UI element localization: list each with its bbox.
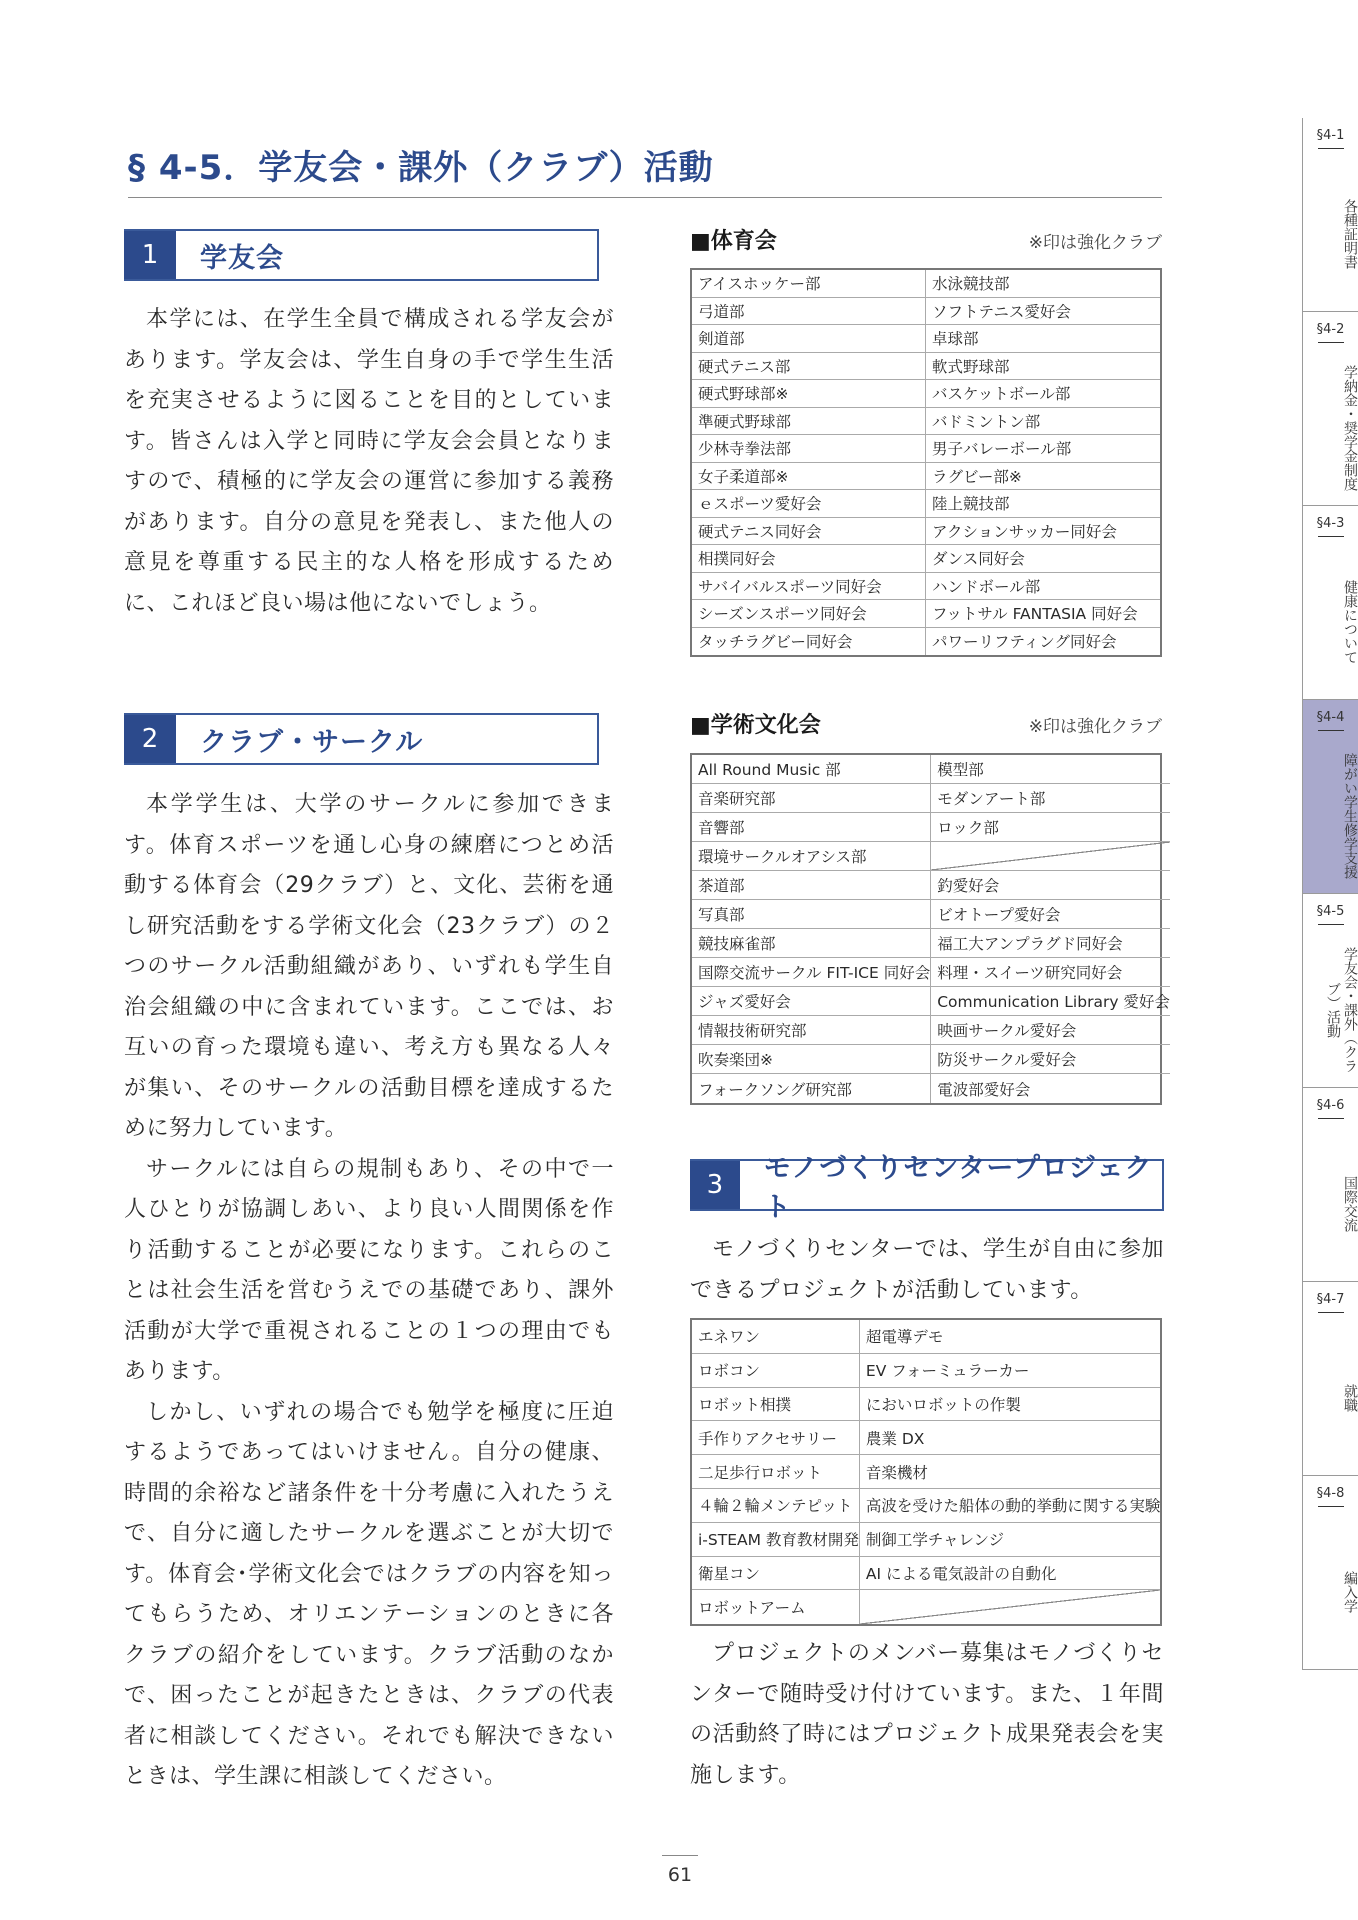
table-cell: ｅスポーツ愛好会 [692, 490, 926, 518]
table-cell: ハンドボール部 [926, 573, 1160, 601]
section-3-outro [690, 1634, 1164, 1796]
table-cell: All Round Music 部 [692, 755, 931, 784]
index-tab-label: 就職 [1342, 1384, 1358, 1412]
table-cell: ラグビー部※ [926, 463, 1160, 491]
culture-table-header [690, 708, 1162, 739]
index-tab-label: 各種証明書 [1342, 199, 1358, 269]
index-tab-label: 学納金・奨学金制度 [1342, 365, 1358, 491]
paragraph: プロジェクトのメンバー募集はモノづくりセンターで随時受け付けています。また、１年間の活動終了時にはプロジェクト成果発表会を実施します。 [690, 1641, 1164, 1788]
table-cell: エネワン [692, 1320, 860, 1354]
table-cell: 陸上競技部 [926, 490, 1160, 518]
section-1-body [124, 300, 614, 624]
section-1-title: 学友会 [200, 242, 284, 274]
table-cell: 音楽機材 [860, 1455, 1161, 1489]
table-cell: 制御工学チャレンジ [860, 1523, 1161, 1557]
index-tab-4[interactable] [1302, 700, 1358, 894]
table-cell: アイスホッケー部 [692, 270, 926, 298]
culture-table-note: ※印は強化クラブ [1028, 717, 1162, 737]
table-cell: バスケットボール部 [926, 380, 1160, 408]
section-3-title: モノづくりセンタープロジェクト [763, 1153, 1153, 1223]
table-cell: 写真部 [692, 900, 931, 929]
section-2-number: 2 [124, 715, 176, 763]
table-cell: パワーリフティング同好会 [932, 633, 1117, 652]
index-tab-code: §4-8 [1303, 1486, 1358, 1507]
table-cell: 手作りアクセサリー [692, 1421, 860, 1455]
table-cell: においロボットの作製 [860, 1388, 1161, 1422]
index-tab-code: §4-6 [1303, 1098, 1358, 1119]
index-tab-code: §4-4 [1303, 710, 1358, 731]
index-tab-2[interactable] [1302, 312, 1358, 506]
index-tab-3[interactable] [1302, 506, 1358, 700]
table-cell: 軟式野球部 [926, 353, 1160, 381]
sports-table-header [690, 224, 1162, 255]
table-cell: 釣愛好会 [931, 871, 1170, 900]
table-cell: 音響部 [692, 813, 931, 842]
table-cell-empty [931, 842, 1170, 871]
table-cell: フォークソング研究部 [692, 1074, 931, 1103]
table-cell: 高波を受けた船体の動的挙動に関する実験 [860, 1489, 1161, 1523]
table-cell: モダンアート部 [931, 784, 1170, 813]
table-cell: ロック部 [931, 813, 1170, 842]
section-3-number: 3 [690, 1161, 740, 1209]
index-tab-label: 健康について [1342, 580, 1358, 664]
table-cell: サバイバルスポーツ同好会 [692, 573, 926, 601]
table-cell: ロボット相撲 [692, 1388, 860, 1422]
table-cell: AI による電気設計の自動化 [860, 1557, 1161, 1591]
table-cell: 電波部愛好会 [937, 1080, 1031, 1099]
table-cell: 情報技術研究部 [692, 1016, 931, 1045]
table-cell: フットサル FANTASIA 同好会 [926, 600, 1160, 628]
culture-table-title: ■学術文化会 [690, 713, 821, 738]
table-cell: 相撲同好会 [692, 545, 926, 573]
paragraph: 本学には、在学生全員で構成される学友会があります。学友会は、学生自身の手で学生生活を充実させるように図ることを目的としています。皆さんは入学と同時に学友会会員となりますので、積極的に学友会の運営に参加する義務があります。自分の意見を発表し、また他人の意見を尊重する民主的な人格を形成するために、これほど良い場は他にないでしょう。 [124, 307, 614, 616]
paragraph: 本学学生は、大学のサークルに参加できます。体育スポーツを通し心身の練磨につとめ活動する体育会（29クラブ）と、文化、芸術を通し研究活動をする学術文化会（23クラブ）の２つのサークル活動組織があり、いずれも学生自治会組織の中に含まれています。ここでは、お互いの育った環境も違い、考え方も異なる人々が集い、そのサークルの活動目標を達成するために努力しています。 [124, 792, 614, 1141]
chapter-index-tabs [1302, 118, 1358, 1670]
project-table [690, 1318, 1162, 1626]
index-tab-code: §4-5 [1303, 904, 1358, 925]
table-cell: 防災サークル愛好会 [931, 1045, 1170, 1074]
table-cell: 吹奏楽団※ [692, 1045, 931, 1074]
table-cell: 剣道部 [692, 325, 926, 353]
section-1-number: 1 [124, 231, 176, 279]
table-cell: 弓道部 [692, 298, 926, 326]
index-tab-label: 学友会・課外（クラブ）活動 [1325, 947, 1358, 1073]
sports-club-table [690, 268, 1162, 657]
index-tab-label: 編入学 [1342, 1571, 1358, 1613]
index-tab-code: §4-2 [1303, 322, 1358, 343]
table-cell: 少林寺拳法部 [692, 435, 926, 463]
index-tab-5[interactable] [1302, 894, 1358, 1088]
index-tab-label: 国際交流 [1342, 1176, 1358, 1232]
table-cell: 女子柔道部※ [692, 463, 926, 491]
table-cell: ビオトープ愛好会 [931, 900, 1170, 929]
table-cell: i-STEAM 教育教材開発 [692, 1523, 860, 1557]
index-tab-6[interactable] [1302, 1088, 1358, 1282]
paragraph: モノづくりセンターでは、学生が自由に参加できるプロジェクトが活動しています。 [690, 1237, 1164, 1303]
table-cell: アクションサッカー同好会 [926, 518, 1160, 546]
table-cell: 農業 DX [860, 1421, 1161, 1455]
sports-table-note: ※印は強化クラブ [1028, 233, 1162, 253]
table-cell: バドミントン部 [926, 408, 1160, 436]
page-title: § 4-5．学友会・課外（クラブ）活動 [128, 140, 1162, 198]
section-3-header [690, 1153, 1164, 1223]
table-cell: 卓球部 [926, 325, 1160, 353]
table-cell: ダンス同好会 [926, 545, 1160, 573]
table-cell: 茶道部 [692, 871, 931, 900]
table-cell: シーズンスポーツ同好会 [692, 600, 926, 628]
table-cell: 国際交流サークル FIT-ICE 同好会 [692, 958, 931, 987]
table-cell: 二足歩行ロボット [692, 1455, 860, 1489]
paragraph: しかし、いずれの場合でも勉学を極度に圧迫するようであってはいけません。自分の健康、時間的余裕など諸条件を十分考慮に入れたうえで、自分に適したサークルを選ぶことが大切です。体育会･学術文化会ではクラブの内容を知ってもらうため、オリエンテーションのときに各クラブの紹介をしています。クラブ活動のなかで、困ったことが起きたときは、クラブの代表者に相談してください。それでも解決できないときは、学生課に相談してください。 [124, 1399, 614, 1789]
table-cell: 超電導デモ [860, 1320, 1161, 1354]
paragraph: サークルには自らの規制もあり、その中で一人ひとりが協調しあい、より良い人間関係を作り活動することが必要になります。これらのことは社会生活を営むうえでの基礎であり、課外活動が大学で重視されることの１つの理由でもあります。 [124, 1156, 614, 1384]
table-cell: 衛星コン [692, 1557, 860, 1591]
table-cell: 硬式野球部※ [692, 380, 926, 408]
table-cell: EV フォーミュラーカー [860, 1354, 1161, 1388]
sports-table-title: ■体育会 [690, 229, 777, 254]
table-cell: 水泳競技部 [926, 270, 1160, 298]
table-cell: ４輪２輪メンテピット [692, 1489, 860, 1523]
index-tab-8[interactable] [1302, 1476, 1358, 1670]
table-cell: Communication Library 愛好会 [931, 987, 1170, 1016]
index-tab-code: §4-7 [1303, 1292, 1358, 1313]
table-cell: 準硬式野球部 [692, 408, 926, 436]
table-cell: 音楽研究部 [692, 784, 931, 813]
section-1-header [124, 229, 599, 281]
index-tab-code: §4-3 [1303, 516, 1358, 537]
table-cell: 映画サークル愛好会 [931, 1016, 1170, 1045]
table-cell: 男子バレーボール部 [926, 435, 1160, 463]
table-cell: 競技麻雀部 [692, 929, 931, 958]
culture-club-table [690, 753, 1170, 1105]
table-cell: 福工大アンプラグド同好会 [931, 929, 1170, 958]
index-tab-code: §4-1 [1303, 128, 1358, 149]
table-cell: 環境サークルオアシス部 [692, 842, 931, 871]
table-cell: ソフトテニス愛好会 [926, 298, 1160, 326]
index-tab-1[interactable] [1302, 118, 1358, 312]
section-2-header [124, 713, 599, 765]
table-cell: ロボットアーム [692, 1590, 860, 1624]
table-cell: 模型部 [931, 755, 1170, 784]
table-cell: タッチラグビー同好会 [692, 628, 926, 656]
section-3-intro [690, 1230, 1164, 1311]
index-tab-label: 障がい学生修学支援 [1342, 753, 1358, 879]
index-tab-7[interactable] [1302, 1282, 1358, 1476]
page-number: 61 [662, 1855, 698, 1886]
table-cell: 料理・スイーツ研究同好会 [931, 958, 1170, 987]
table-cell: 硬式テニス部 [692, 353, 926, 381]
section-2-body [124, 785, 614, 1798]
table-cell: ロボコン [692, 1354, 860, 1388]
table-cell: ジャズ愛好会 [692, 987, 931, 1016]
section-2-title: クラブ・サークル [200, 726, 424, 758]
table-cell: 硬式テニス同好会 [692, 518, 926, 546]
table-cell-empty [860, 1590, 1161, 1624]
